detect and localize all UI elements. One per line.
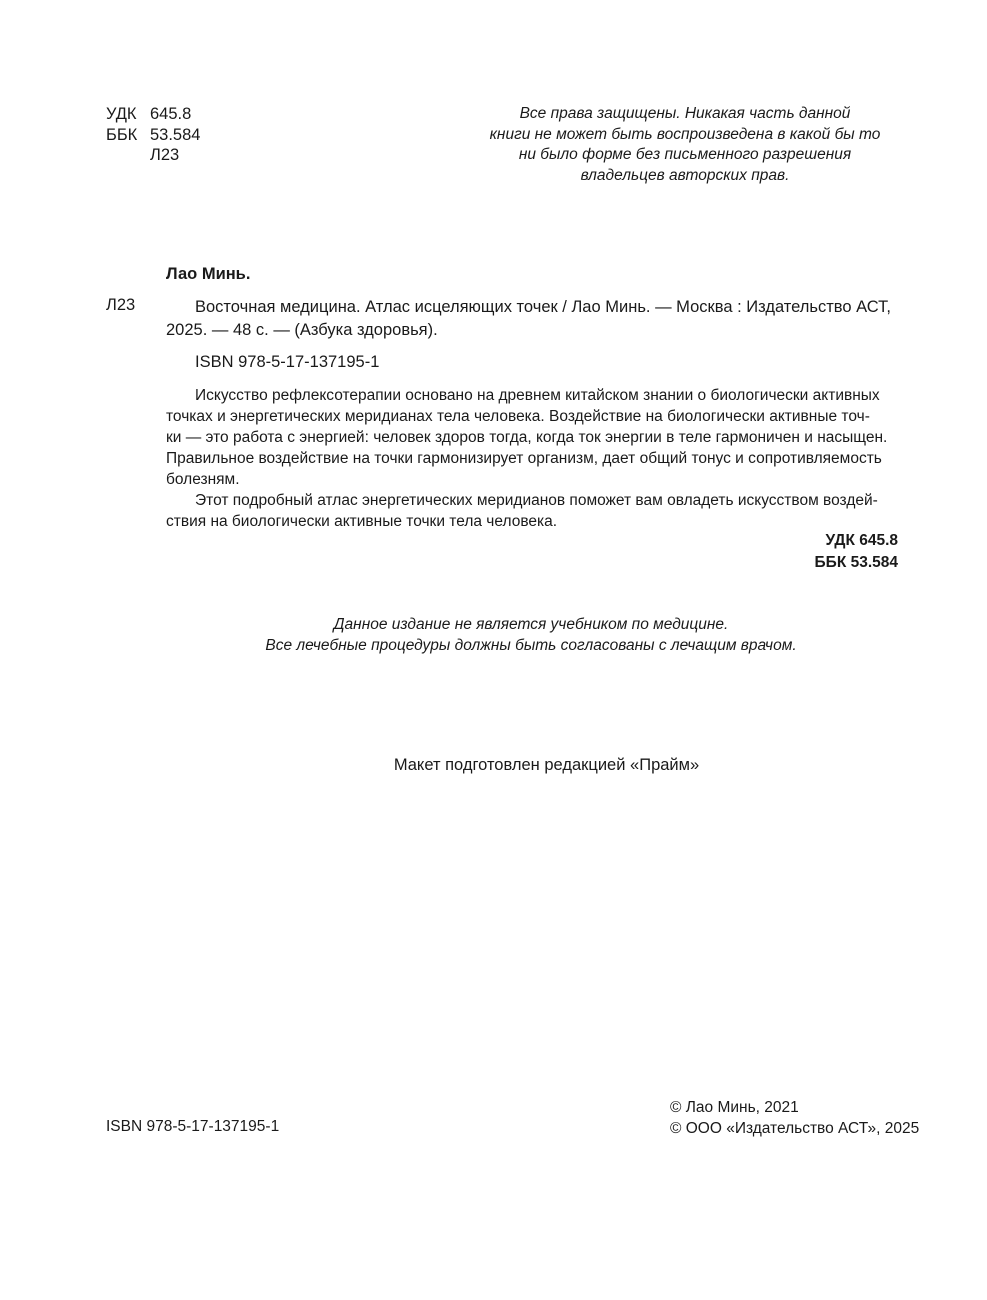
abstract-line: Искусство рефлексотерапии основано на древнем китайском знании о биологически активных (195, 387, 880, 404)
bbk-code: ББК 53.584 (814, 554, 898, 571)
abstract-line: болезням. (166, 471, 240, 488)
abstract (166, 385, 898, 532)
abstract-line: Этот подробный атлас энергетических меридианов поможет вам овладеть искусством воздей- (195, 492, 878, 509)
copyright (670, 1097, 919, 1139)
bibliographic-record (166, 296, 898, 342)
abstract-line: точках и энергетических меридианах тела человека. Воздействие на биологически активные точ- (166, 408, 870, 425)
bbk-row (106, 125, 200, 146)
rights-line: ни было форме без письменного разрешения (518, 146, 852, 163)
rights-line: книги не может быть воспроизведена в какой бы то (489, 125, 881, 143)
biblio-line: Восточная медицина. Атлас исцеляющих точек / Лао Минь. — Москва : Издательство АСТ, (195, 298, 891, 316)
author-mark-row (106, 145, 200, 166)
abstract-line: ствия на биологически активные точки тела человека. (166, 513, 558, 530)
disclaimer-line: Все лечебные процедуры должны быть согласованы с лечащим врачом. (265, 637, 797, 654)
abstract-line: Правильное воздействие на точки гармонизирует организм, дает общий тонус и сопротивляемость (166, 450, 882, 467)
udk-code: УДК 645.8 (825, 532, 898, 549)
udk-label: УДК (106, 105, 137, 123)
medical-disclaimer (0, 614, 987, 656)
bbk-label: ББК (106, 125, 138, 144)
classification-codes-bottom (780, 530, 898, 574)
prepared-by: Макет подготовлен редакцией «Прайм» (393, 756, 700, 774)
isbn: ISBN 978-5-17-137195-1 (195, 353, 380, 371)
rights-notice (470, 104, 900, 186)
copyright-line: © Лао Минь, 2021 (670, 1099, 799, 1116)
author-mark-code: Л23 (150, 146, 180, 164)
biblio-line: 2025. — 48 с. — (Азбука здоровья). (166, 321, 438, 339)
isbn-bottom: ISBN 978-5-17-137195-1 (106, 1118, 280, 1135)
author-name: Лао Минь. (166, 265, 251, 283)
udk-value: 645.8 (150, 105, 192, 123)
author-mark: Л23 (106, 296, 136, 314)
rights-line: владельцев авторских прав. (580, 166, 790, 184)
udk-row (106, 104, 200, 125)
bbk-value: 53.584 (150, 125, 201, 144)
abstract-line: ки — это работа с энергией: человек здоров тогда, когда ток энергии в теле гармоничен и насыщен. (166, 429, 888, 446)
copyright-line: © ООО «Издательство АСТ», 2025 (670, 1120, 920, 1137)
rights-line: Все права защищены. Никакая часть данной (519, 105, 851, 122)
disclaimer-line: Данное издание не является учебником по медицине. (333, 616, 729, 633)
classification-codes (106, 104, 200, 166)
